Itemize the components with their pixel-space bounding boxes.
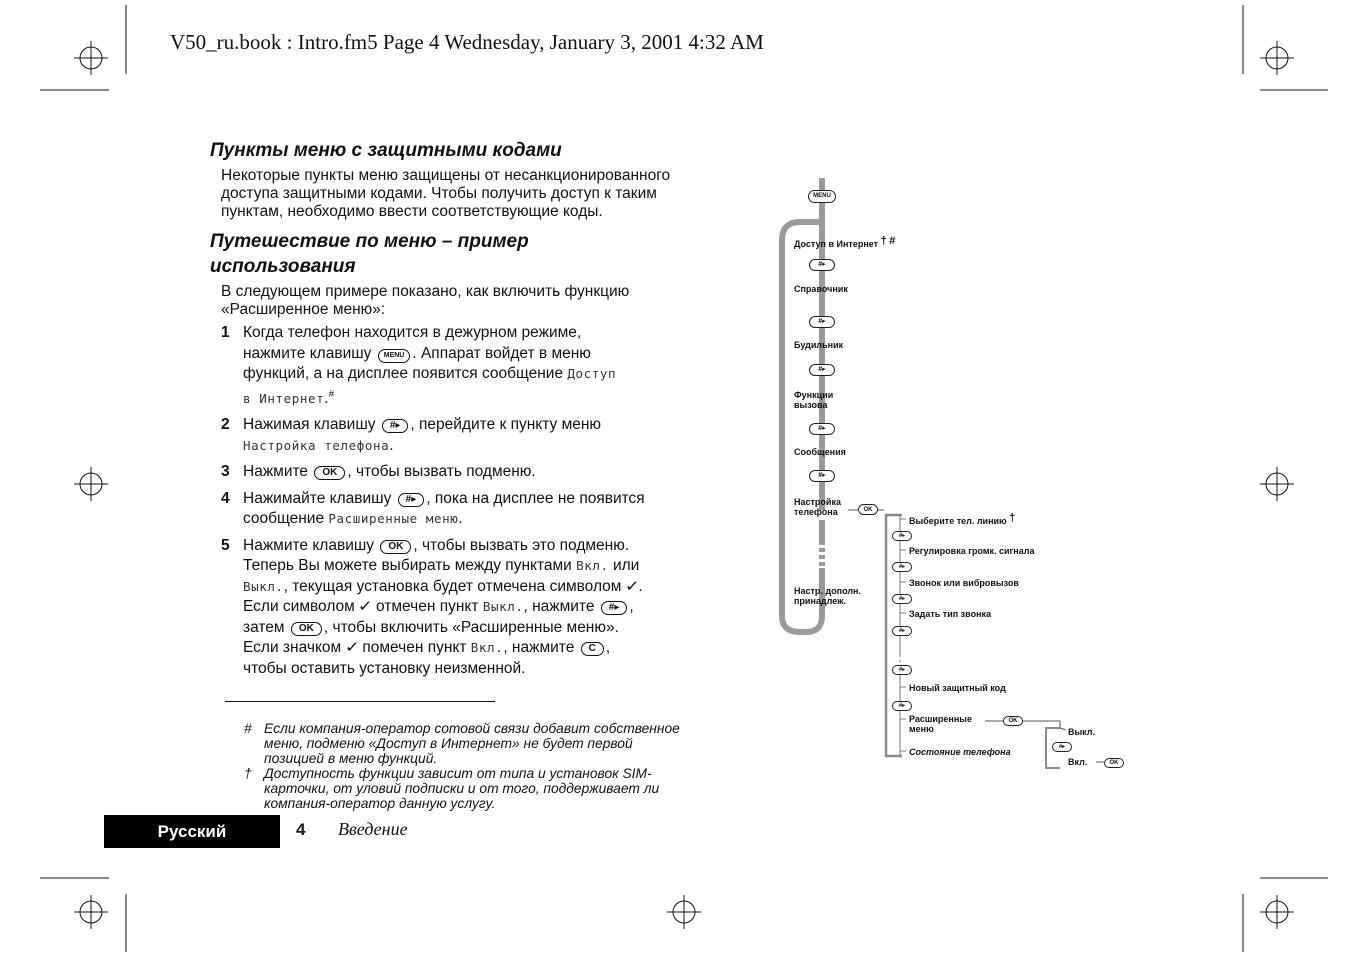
step-text: Нажимайте клавишу (243, 489, 392, 507)
step-text: , нажмите (503, 639, 575, 657)
ok-key-icon: OK (291, 622, 322, 636)
menu-item-messages: Сообщения (794, 447, 846, 457)
step-text: . (389, 436, 394, 454)
footnote-mark: # (244, 721, 252, 736)
menu-item-label: Настройка (794, 497, 841, 507)
step-text: , чтобы вызвать подменю. (347, 463, 536, 481)
menu-item-label: вызова (794, 400, 828, 410)
footnote-text: Если компания-оператор сотовой связи добавит собственное меню, подменю «Доступ в Интернет» не будет первой позицией в меню функций. (264, 721, 680, 766)
footnote-text: Доступность функции зависит от типа и установок SIM-карточки, от уловий подписки и от того, поддерживает ли компания-оператор данную услугу. (264, 766, 660, 811)
c-key-icon: C (581, 642, 604, 656)
footnote-mark: † (244, 766, 252, 781)
submenu-item-phone-status: Состояние телефона (909, 747, 1011, 757)
dagger-mark: † (880, 235, 887, 247)
step-text: Если значком (243, 639, 342, 657)
menu-item-accessories (794, 586, 861, 606)
menu-item-phonebook: Справочник (794, 284, 848, 294)
hash-key-icon: #▸ (809, 316, 835, 328)
step-text: , чтобы вызвать это подменю. (413, 536, 630, 554)
ok-key-icon: OK (1104, 758, 1124, 768)
step-text: Нажмите (243, 463, 309, 481)
ok-key-icon: OK (858, 504, 878, 515)
menu-item-label: Расширенные (909, 714, 972, 724)
step-text: . (458, 510, 463, 528)
submenu-item-security-code: Новый защитный код (909, 683, 1006, 693)
step-text: , (629, 598, 634, 616)
step-text: нажмите клавишу (243, 344, 372, 362)
menu-item-label: принадлеж. (794, 596, 846, 606)
hash-key-icon: #▸ (892, 531, 912, 541)
step-text: , нажмите (523, 598, 595, 616)
hash-key-icon: #▸ (892, 665, 912, 675)
hash-key-icon: #▸ (809, 364, 835, 376)
step-text: или (608, 557, 640, 575)
display-text: Расширенные меню (328, 511, 459, 527)
step-text: , перейдите к пункту меню (410, 416, 602, 434)
hash-key-icon: #▸ (892, 626, 912, 636)
menu-key-icon: MENU (378, 349, 411, 363)
heading-line: Путешествие по меню – пример (210, 231, 529, 252)
display-text: Настройка телефона (243, 437, 390, 453)
language-tab: Русский (104, 815, 280, 848)
hash-mark: # (889, 235, 896, 247)
step-text: затем (243, 618, 285, 636)
display-text: Выкл. (243, 578, 284, 594)
hash-key-icon: #▸ (809, 259, 835, 271)
menu-item-label: телефона (794, 507, 838, 517)
step-text: отмечен пункт (371, 598, 479, 616)
heading-line: использования (210, 256, 356, 277)
hash-key-icon: #▸ (382, 419, 409, 433)
menu-item-internet (794, 236, 895, 249)
hash-key-icon: #▸ (892, 594, 912, 604)
option-off: Выкл. (1068, 727, 1096, 737)
step-text: , чтобы включить «Расширенные меню». (323, 618, 619, 636)
display-text: Вкл. (576, 558, 609, 574)
paragraph-line: В следующем примере показано, как включить функцию (221, 283, 630, 300)
step-number: 4 (221, 489, 230, 507)
step-text: помечен пункт (358, 639, 467, 657)
display-text: Доступ (567, 366, 617, 381)
menu-item-alarm: Будильник (794, 340, 844, 350)
check-mark-icon: ✓ (624, 577, 640, 595)
check-mark-icon: ✓ (344, 639, 360, 657)
hash-key-icon: #▸ (1052, 742, 1072, 752)
step-number: 2 (221, 416, 230, 434)
menu-item-call-functions (794, 390, 833, 410)
option-on: Вкл. (1068, 757, 1088, 767)
paragraph-line: доступа защитными кодами. Чтобы получить доступ к таким (221, 185, 657, 202)
section-name: Введение (338, 819, 408, 839)
hash-key-icon: #▸ (809, 470, 835, 482)
hash-key-icon: #▸ (892, 562, 912, 572)
menu-item-label: Выберите тел. линию (909, 516, 1007, 526)
ok-key-icon: OK (380, 540, 411, 554)
hash-key-icon: #▸ (892, 701, 912, 711)
step-text: , текущая установка будет отмечена символом (283, 577, 622, 595)
hash-key-icon: #▸ (398, 493, 425, 507)
hash-key-icon: #▸ (601, 601, 628, 615)
submenu-item-volume: Регулировка громк. сигнала (909, 546, 1035, 556)
dagger-mark: † (1009, 512, 1016, 524)
submenu-item-ring-type: Задать тип звонка (909, 609, 992, 619)
running-header: V50_ru.book : Intro.fm5 Page 4 Wednesday, January 3, 2001 4:32 AM (170, 30, 764, 54)
check-mark-icon: ✓ (357, 598, 373, 616)
display-text: Выкл. (482, 599, 524, 615)
display-text: Вкл. (470, 640, 504, 656)
step-text: функций, а на дисплее появится сообщение (243, 365, 564, 382)
step-text: Если символом (243, 598, 355, 616)
step-text: . Аппарат войдет в меню (412, 344, 591, 362)
paragraph-line: «Расширенное меню»: (221, 301, 386, 318)
ok-key-icon: OK (1003, 716, 1023, 726)
paragraph-line: Некоторые пункты меню защищены от несанкционированного (221, 167, 671, 184)
paragraph-line: пунктам, необходимо ввести соответствующие коды. (221, 203, 603, 220)
menu-item-label: Доступ в Интернет (794, 239, 879, 249)
footnote-ref: # (328, 388, 335, 400)
hash-key-icon: #▸ (809, 423, 835, 435)
step-text: . (638, 577, 643, 595)
step-text: сообщение (243, 510, 325, 528)
menu-item-phone-settings (794, 497, 841, 517)
step-number: 5 (221, 536, 230, 554)
step-text: Теперь Вы можете выбирать между пунктами (243, 557, 572, 575)
section-heading-security-codes: Пункты меню с защитными кодами (210, 140, 562, 161)
submenu-item-line-select (909, 513, 1015, 526)
menu-item-label: Настр. дополн. (794, 586, 861, 596)
step-text: Нажмите клавишу (243, 536, 375, 554)
menu-item-label: Функции (794, 390, 834, 400)
menu-item-label: меню (909, 724, 934, 734)
ok-key-icon: OK (314, 466, 345, 480)
submenu-item-ring-vibrate: Звонок или вибровызов (909, 578, 1019, 588)
step-text: Нажимая клавишу (243, 416, 376, 434)
step-text: чтобы оставить установку неизменной. (243, 659, 526, 677)
step-number: 3 (221, 463, 230, 481)
menu-key-icon: MENU (808, 190, 836, 203)
step-text: , пока на дисплее не появится (426, 489, 645, 507)
step-text: , (605, 639, 611, 657)
page-number: 4 (296, 820, 306, 839)
display-text: в Интернет (243, 390, 325, 406)
step-number: 1 (221, 324, 230, 341)
step-text: Когда телефон находится в дежурном режиме, (243, 324, 582, 341)
step-text: . (324, 389, 329, 407)
submenu-item-extended-menu (909, 714, 972, 734)
